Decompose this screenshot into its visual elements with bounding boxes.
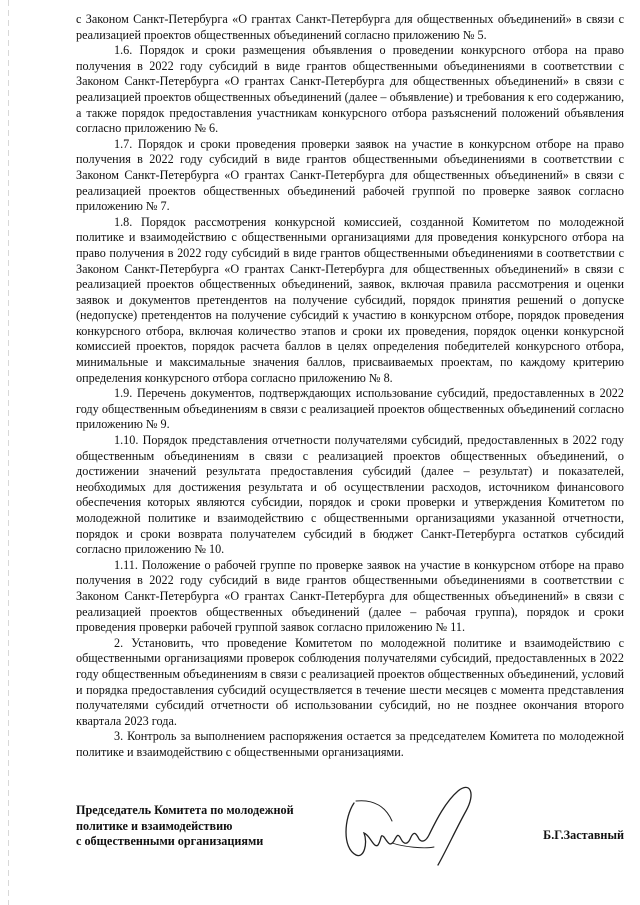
- paragraph: 1.10. Порядок представления отчетности получателями субсидий, предоставленных в 2022 году общественным объединениям в связи с реализацией проектов общественных объединений, о достижении значений результата предоставления субсидий (далее – результат) и показателей, необходимых для достижения результата и об осуществлении расходов, источником финансового обеспечения которых являются субсидии, порядок и сроки проверки и утверждения Комитетом по молодежной политике и взаимодействию с общественными организациями указанной отчетности, порядок и сроки возврата получателем субсидий в бюджет Санкт-Петербурга остатков субсидий согласно приложению № 10.: [76, 433, 624, 557]
- signature-block: [76, 803, 624, 863]
- signatory-title-line: с общественными организациями: [76, 834, 264, 849]
- binding-edge: [8, 0, 9, 905]
- paragraph: 1.7. Порядок и сроки проведения проверки заявок на участие в конкурсном отборе на право получения в 2022 году субсидий в виде грантов общественными объединениями в соответствии с Законом Санкт-Петербурга «О грантах Санкт-Петербурга для общественных объединений» в связи с реализацией проектов общественных объединений рабочей группой по проверке заявок согласно приложению № 7.: [76, 136, 624, 214]
- signatory-title-line: политике и взаимодействию: [76, 818, 233, 833]
- handwritten-signature: [334, 763, 484, 873]
- paragraph: 1.8. Порядок рассмотрения конкурсной комиссией, созданной Комитетом по молодежной политике и взаимодействию с общественными организациями для проведения конкурсного отбора на право получения в 2022 году субсидий в виде грантов общественными объединениями в соответствии с Законом Санкт-Петербурга «О грантах Санкт-Петербурга для общественных объединений» в связи с реализацией проектов общественных объединений, заявок, включая правила рассмотрения и оценки заявок и документов претендентов на получение субсидий, порядок принятия решений о допуске (недопуске) претендентов на получение субсидий к участию в конкурсном отборе, порядок проведения конкурсного отбора, включая количество этапов и сроки их проведения, порядок оценки конкурсной комиссией проектов, порядок расчета баллов в целях определения победителей конкурсного отбора, минимальные и максимальные значения баллов, присваиваемых проектам, по каждому критерию определения конкурсного отбора согласно приложению № 8.: [76, 214, 624, 385]
- paragraph: 1.6. Порядок и сроки размещения объявления о проведении конкурсного отбора на право получения в 2022 году субсидий в виде грантов общественными объединениями в соответствии с Законом Санкт-Петербурга «О грантах Санкт-Петербурга для общественных объединений» в связи с реализацией проектов общественных объединений (далее – объявление) и требования к его содержанию, а также порядок предоставления участникам конкурсного отбора разъяснений положений объявления согласно приложению № 6.: [76, 43, 624, 136]
- paragraph: 1.11. Положение о рабочей группе по проверке заявок на участие в конкурсном отборе на право получения в 2022 году субсидий в виде грантов общественными объединениями в соответствии с Законом Санкт-Петербурга «О грантах Санкт-Петербурга для общественных объединений» в связи с реализацией проектов общественных объединений (далее – рабочая группа), порядок и сроки проведения проверки рабочей группой заявок согласно приложению № 11.: [76, 557, 624, 635]
- signatory-title-line: Председатель Комитета по молодежной: [76, 803, 294, 817]
- signatory-title: [76, 803, 336, 850]
- paragraph: 1.9. Перечень документов, подтверждающих использование субсидий, предоставленных в 2022 году общественным объединениям в связи с реализацией проектов общественных объединений согласно приложению № 9.: [76, 386, 624, 432]
- paragraph: с Законом Санкт-Петербурга «О грантах Санкт-Петербурга для общественных объединений» в связи с реализацией проектов общественных объединений согласно приложению № 5.: [76, 12, 624, 42]
- paragraph: 3. Контроль за выполнением распоряжения остается за председателем Комитета по молодежной политике и взаимодействию с общественными организациями.: [76, 729, 624, 759]
- paragraph: 2. Установить, что проведение Комитетом по молодежной политике и взаимодействию с общественными организациями проверок соблюдения получателями субсидий, предоставленных в 2022 году общественным объединениям в связи с реализацией проектов общественных объединений, условий и порядка предоставления субсидий осуществляется в течение шести месяцев с момента представления получателями субсидий отчетности об использовании субсидий, но не позднее окончания второго квартала 2023 года.: [76, 635, 624, 728]
- signatory-name: Б.Г.Заставный: [543, 828, 624, 842]
- document-body: [76, 12, 624, 761]
